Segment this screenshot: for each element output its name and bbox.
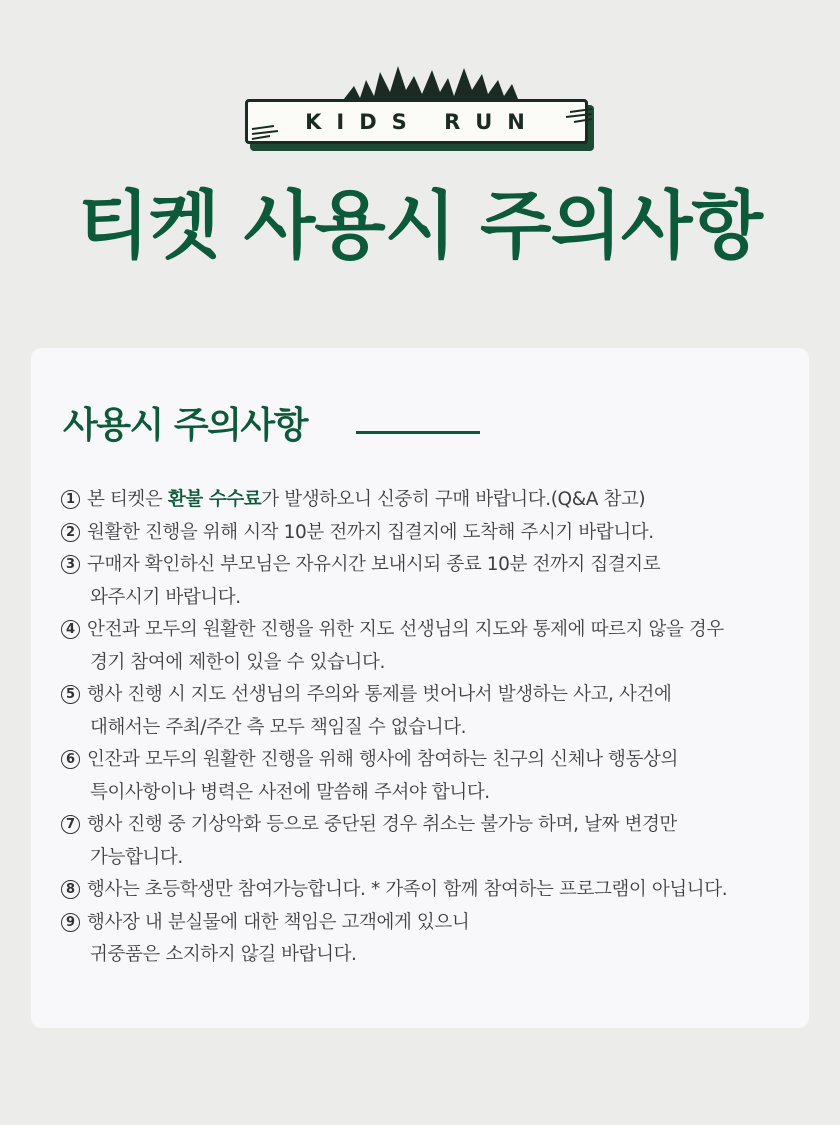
notice-card bbox=[31, 348, 809, 1028]
logo-text: KIDS RUN bbox=[305, 109, 540, 134]
notice-text: 본 티켓은 환불 수수료가 발생하오니 신중히 구매 바랍니다.(Q&A 참고) bbox=[87, 489, 646, 510]
notice-text: 원활한 진행을 위해 시작 10분 전까지 집결지에 도착해 주시기 바랍니다. bbox=[87, 521, 654, 543]
circled-number: 7 bbox=[61, 815, 80, 834]
circled-number: 3 bbox=[61, 555, 80, 574]
title-underline bbox=[356, 431, 480, 434]
notice-item bbox=[61, 679, 801, 744]
circled-number: 8 bbox=[61, 880, 80, 899]
circled-number: 4 bbox=[61, 620, 80, 639]
page-title: 티켓 사용시 주의사항 bbox=[78, 183, 762, 269]
refund-fee-highlight: 환불 수수료 bbox=[167, 489, 262, 510]
circled-number: 5 bbox=[61, 685, 80, 704]
logo-plate bbox=[245, 99, 588, 144]
notice-list bbox=[61, 484, 801, 972]
notice-text: 구매자 확인하신 부모님은 자유시간 보내시되 종료 10분 전까지 집결지로 와주시기 바랍니다. bbox=[87, 554, 661, 608]
notice-item bbox=[61, 744, 801, 809]
notice-text: 행사장 내 분실물에 대한 책임은 고객에게 있으니 귀중품은 소지하지 않길 바랍니다. bbox=[87, 911, 470, 965]
notice-item bbox=[61, 874, 801, 907]
notice-text: 행사는 초등학생만 참여가능합니다. * 가족이 함께 참여하는 프로그램이 아닙니다. bbox=[87, 879, 728, 900]
notice-item bbox=[61, 809, 801, 874]
circled-number: 2 bbox=[61, 523, 80, 542]
circled-number: 9 bbox=[61, 913, 80, 932]
notice-item bbox=[61, 517, 801, 550]
section-title: 사용시 주의사항 bbox=[63, 405, 307, 446]
speed-lines-icon bbox=[564, 108, 594, 124]
notice-item bbox=[61, 614, 801, 679]
notice-text: 인잔과 모두의 원활한 진행을 위해 행사에 참여하는 친구의 신체나 행동상의 특이사항이나 병력은 사전에 말씀해 주셔야 합니다. bbox=[87, 749, 678, 803]
circled-number: 1 bbox=[61, 490, 80, 509]
notice-text: 안전과 모두의 원활한 진행을 위한 지도 선생님의 지도와 통제에 따르지 않을 경우 경기 참여에 제한이 있을 수 있습니다. bbox=[87, 619, 724, 673]
notice-text: 행사 진행 시 지도 선생님의 주의와 통제를 벗어나서 발생하는 사고, 사건에 대해서는 주최/주간 측 모두 책임질 수 없습니다. bbox=[87, 684, 672, 738]
kids-run-logo bbox=[244, 62, 600, 158]
notice-item bbox=[61, 907, 801, 972]
circled-number: 6 bbox=[61, 750, 80, 769]
notice-item bbox=[61, 484, 801, 517]
notice-item bbox=[61, 549, 801, 614]
speed-lines-icon bbox=[250, 125, 280, 141]
notice-text: 행사 진행 중 기상악화 등으로 중단된 경우 취소는 불가능 하며, 날짜 변경만 가능합니다. bbox=[87, 814, 677, 868]
